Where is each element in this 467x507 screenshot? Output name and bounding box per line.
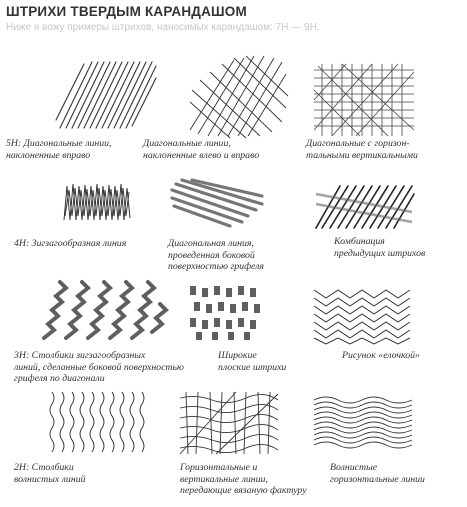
- side-lead-diagonal-icon: [168, 176, 266, 228]
- caption-r2c1: 4Н: Зигзагообразная линия: [14, 238, 127, 249]
- cross-hatch-diagonal-icon: [186, 50, 291, 140]
- caption-r3c2: Широкие плоские штрихи: [218, 350, 287, 373]
- caption-r2c2: Диагональная линия, проведенная боковой поверхностью грифеля: [168, 238, 264, 272]
- caption-r4c2: Горизонтальные и вертикальные линии, передающие вязаную фактуру: [180, 462, 307, 496]
- caption-r3c1: 3Н: Столбики зигзагообразных линий, сделанные боковой поверхностью грифеля по диагонали: [14, 350, 184, 384]
- herringbone-icon: [312, 284, 416, 346]
- dense-crosshatch-icon: [312, 60, 416, 140]
- zigzag-columns-icon: [40, 276, 170, 342]
- caption-r1c2: Диагональные линии, наклоненные влево и вправо: [143, 138, 260, 161]
- combined-hatch-icon: [312, 182, 416, 232]
- zigzag-lines-icon: [62, 180, 134, 226]
- diagonal-hatch-right-icon: [52, 58, 162, 130]
- caption-r2c3: Комбинация предыдущих штрихов: [334, 236, 426, 259]
- caption-r4c1: 2Н: Столбики волнистых линий: [14, 462, 86, 485]
- wavy-columns-icon: [48, 388, 152, 454]
- caption-r1c3: Диагональные с горизон- тальными вертикальными: [306, 138, 418, 161]
- page-subtitle: Ниже я вожу примеры штрихов, наносимых карандашом: 7Н — 9Н.: [6, 22, 320, 33]
- wavy-horizontal-lines-icon: [312, 394, 416, 450]
- flat-strokes-icon: [186, 282, 266, 342]
- caption-r3c3: Рисунок «елочкой»: [342, 350, 420, 361]
- caption-r1c1: 5Н: Диагональные линии, наклоненные вправо: [6, 138, 112, 161]
- page-title: ШТРИХИ ТВЕРДЫМ КАРАНДАШОМ: [6, 4, 247, 19]
- knit-texture-icon: [176, 388, 282, 456]
- caption-r4c3: Волнистые горизонтальные линии: [330, 462, 425, 485]
